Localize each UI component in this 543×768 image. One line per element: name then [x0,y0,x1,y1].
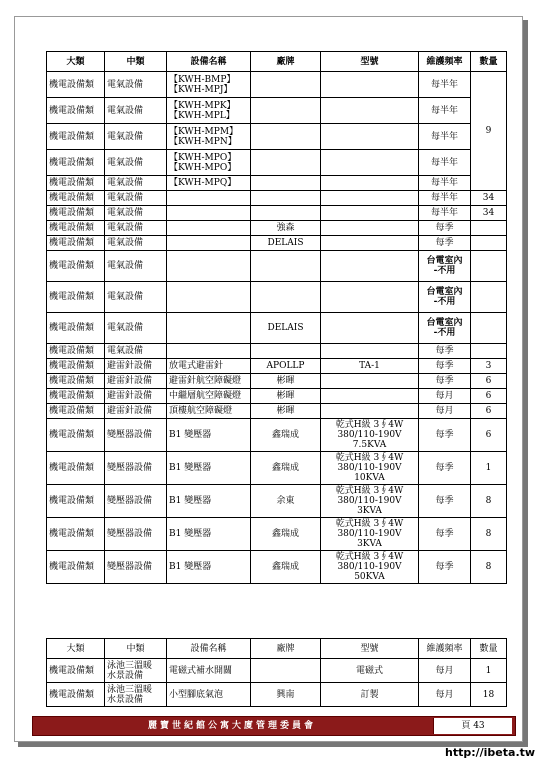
cell-subcategory: 電氣設備 [105,344,167,359]
cell-frequency: 每半年 [419,72,471,98]
cell-frequency: 每季 [419,359,471,374]
cell-model: 乾式H級 3∮4W 380/110-190V 3KVA [321,518,419,551]
header-equipment-name: 設備名稱 [167,639,251,659]
cell-category: 機電設備類 [47,251,105,282]
cell-frequency: 台電室內 -不用 [419,282,471,313]
cell-category: 機電設備類 [47,191,105,206]
cell-subcategory: 避雷針設備 [105,389,167,404]
cell-frequency: 每半年 [419,150,471,176]
cell-equipment-name: 【KWH-BMP】 【KWH-MPJ】 [167,72,251,98]
table-row [47,518,507,551]
cell-brand: 鑫瑞成 [251,518,321,551]
cell-subcategory: 電氣設備 [105,150,167,176]
cell-quantity: 34 [471,191,507,206]
cell-quantity: 1 [471,659,507,683]
cell-model: 訂製 [321,683,419,707]
cell-subcategory: 變壓器設備 [105,551,167,584]
cell-brand [251,72,321,98]
header-frequency: 維護頻率 [419,639,471,659]
cell-model [321,404,419,419]
header-subcategory: 中類 [105,639,167,659]
page-number: 頁 43 [433,718,512,734]
cell-subcategory: 電氣設備 [105,221,167,236]
table-row [47,150,507,176]
cell-model: 乾式H級 3∮4W 380/110-190V 10KVA [321,452,419,485]
cell-category: 機電設備類 [47,72,105,98]
table-row [47,419,507,452]
cell-frequency: 每季 [419,419,471,452]
cell-quantity: 6 [471,389,507,404]
cell-category: 機電設備類 [47,683,105,707]
cell-category: 機電設備類 [47,344,105,359]
cell-equipment-name: 【KWH-MPK】 【KWH-MPL】 [167,98,251,124]
cell-equipment-name: 【KWH-MPM】 【KWH-MPN】 [167,124,251,150]
cell-model [321,176,419,191]
cell-frequency: 每季 [419,551,471,584]
cell-quantity: 8 [471,551,507,584]
cell-subcategory: 避雷針設備 [105,359,167,374]
table-row [47,206,507,221]
cell-category: 機電設備類 [47,150,105,176]
cell-brand [251,206,321,221]
cell-subcategory: 電氣設備 [105,251,167,282]
cell-model: 電磁式 [321,659,419,683]
table-row [47,551,507,584]
cell-model [321,150,419,176]
cell-quantity [471,344,507,359]
cell-equipment-name: 【KWH-MPQ】 [167,176,251,191]
cell-brand [251,176,321,191]
cell-model [321,344,419,359]
cell-brand: 彬暉 [251,374,321,389]
cell-frequency: 每季 [419,374,471,389]
cell-equipment-name: 避雷針航空障礙燈 [167,374,251,389]
table-row [47,389,507,404]
cell-equipment-name: 【KWH-MPO】 【KWH-MPO】 [167,150,251,176]
cell-quantity [471,313,507,344]
table-row [47,485,507,518]
cell-subcategory: 變壓器設備 [105,485,167,518]
cell-subcategory: 泳池三溫暖 水景設備 [105,683,167,707]
cell-subcategory: 泳池三溫暖 水景設備 [105,659,167,683]
cell-subcategory: 電氣設備 [105,191,167,206]
cell-brand [251,150,321,176]
cell-frequency: 每季 [419,485,471,518]
table-row [47,251,507,282]
table-row [47,683,507,707]
header-frequency: 維護頻率 [419,52,471,72]
table-row [47,72,507,98]
cell-model: TA-1 [321,359,419,374]
cell-equipment-name [167,282,251,313]
cell-quantity: 8 [471,518,507,551]
cell-brand: DELAIS [251,313,321,344]
cell-equipment-name [167,236,251,251]
cell-subcategory: 變壓器設備 [105,452,167,485]
cell-subcategory: 電氣設備 [105,282,167,313]
cell-category: 機電設備類 [47,206,105,221]
header-category: 大類 [47,52,105,72]
header-brand: 廠牌 [251,52,321,72]
table-row [47,313,507,344]
cell-brand [251,251,321,282]
cell-quantity: 6 [471,419,507,452]
cell-equipment-name [167,221,251,236]
header-quantity: 數量 [471,639,507,659]
cell-frequency: 每月 [419,683,471,707]
cell-equipment-name: 中繼層航空障礙燈 [167,389,251,404]
equipment-table-continued [46,638,507,707]
cell-equipment-name: 放電式避雷針 [167,359,251,374]
header-equipment-name: 設備名稱 [167,52,251,72]
table-row [47,98,507,124]
cell-model [321,251,419,282]
cell-category: 機電設備類 [47,359,105,374]
cell-subcategory: 電氣設備 [105,72,167,98]
cell-frequency: 每半年 [419,124,471,150]
cell-frequency: 每季 [419,236,471,251]
cell-subcategory: 電氣設備 [105,124,167,150]
cell-quantity: 8 [471,485,507,518]
equipment-table [46,51,507,584]
cell-equipment-name: B1 變壓器 [167,419,251,452]
cell-brand: DELAIS [251,236,321,251]
cell-equipment-name [167,251,251,282]
cell-model: 乾式H級 3∮4W 380/110-190V 7.5KVA [321,419,419,452]
cell-model [321,313,419,344]
table-row [47,452,507,485]
cell-category: 機電設備類 [47,518,105,551]
table-row [47,282,507,313]
cell-category: 機電設備類 [47,374,105,389]
cell-category: 機電設備類 [47,659,105,683]
table-row [47,176,507,191]
cell-subcategory: 電氣設備 [105,236,167,251]
cell-equipment-name [167,191,251,206]
cell-brand: 彬暉 [251,389,321,404]
cell-quantity: 9 [471,72,507,191]
header-category: 大類 [47,639,105,659]
cell-brand [251,344,321,359]
header-quantity: 數量 [471,52,507,72]
cell-model [321,206,419,221]
table-row [47,124,507,150]
cell-quantity: 34 [471,206,507,221]
cell-model: 乾式H級 3∮4W 380/110-190V 50KVA [321,551,419,584]
cell-quantity: 1 [471,452,507,485]
cell-model [321,236,419,251]
cell-quantity: 3 [471,359,507,374]
table-row [47,344,507,359]
cell-subcategory: 電氣設備 [105,98,167,124]
cell-brand: 興南 [251,683,321,707]
cell-category: 機電設備類 [47,98,105,124]
table-row [47,236,507,251]
header-model: 型號 [321,639,419,659]
table-header-row [47,52,507,72]
cell-subcategory: 變壓器設備 [105,518,167,551]
cell-category: 機電設備類 [47,404,105,419]
cell-frequency: 每半年 [419,191,471,206]
footer-title: 麗寶世紀館公寓大廈管理委員會 [147,721,316,731]
cell-frequency: 每半年 [419,206,471,221]
cell-model [321,389,419,404]
cell-frequency: 每半年 [419,176,471,191]
cell-category: 機電設備類 [47,485,105,518]
cell-brand: 鑫瑞成 [251,551,321,584]
cell-frequency: 每月 [419,659,471,683]
cell-frequency: 台電室內 -不用 [419,251,471,282]
cell-model: 乾式H級 3∮4W 380/110-190V 3KVA [321,485,419,518]
cell-category: 機電設備類 [47,419,105,452]
cell-frequency: 每季 [419,344,471,359]
header-brand: 廠牌 [251,639,321,659]
watermark: http://ibeta.tw [445,746,536,759]
cell-frequency: 每月 [419,404,471,419]
cell-category: 機電設備類 [47,452,105,485]
cell-subcategory: 電氣設備 [105,206,167,221]
table-row [47,404,507,419]
header-subcategory: 中類 [105,52,167,72]
cell-model [321,191,419,206]
cell-model [321,374,419,389]
cell-equipment-name: B1 變壓器 [167,551,251,584]
cell-subcategory: 電氣設備 [105,176,167,191]
cell-model [321,98,419,124]
cell-frequency: 每季 [419,452,471,485]
cell-model [321,72,419,98]
cell-equipment-name [167,313,251,344]
cell-brand: 鑫瑞成 [251,419,321,452]
cell-category: 機電設備類 [47,124,105,150]
cell-brand: 彬暉 [251,404,321,419]
table-row [47,659,507,683]
cell-quantity [471,282,507,313]
cell-category: 機電設備類 [47,389,105,404]
cell-equipment-name: B1 變壓器 [167,518,251,551]
cell-quantity [471,236,507,251]
table-row [47,374,507,389]
cell-quantity: 6 [471,374,507,389]
cell-brand [251,124,321,150]
cell-brand: 鑫瑞成 [251,452,321,485]
cell-model [321,282,419,313]
cell-brand [251,659,321,683]
cell-equipment-name [167,206,251,221]
cell-category: 機電設備類 [47,221,105,236]
cell-quantity: 6 [471,404,507,419]
cell-subcategory: 避雷針設備 [105,404,167,419]
cell-frequency: 每半年 [419,98,471,124]
cell-subcategory: 變壓器設備 [105,419,167,452]
table-row [47,221,507,236]
cell-brand: 余東 [251,485,321,518]
cell-equipment-name: B1 變壓器 [167,452,251,485]
cell-brand [251,191,321,206]
cell-model [321,221,419,236]
cell-equipment-name [167,344,251,359]
cell-equipment-name: 頂樓航空障礙燈 [167,404,251,419]
cell-quantity [471,251,507,282]
table-header-row [47,639,507,659]
table-row [47,191,507,206]
table-row [47,359,507,374]
cell-category: 機電設備類 [47,313,105,344]
cell-model [321,124,419,150]
cell-category: 機電設備類 [47,551,105,584]
cell-brand [251,282,321,313]
cell-category: 機電設備類 [47,282,105,313]
cell-equipment-name: 小型腳底氣泡 [167,683,251,707]
cell-frequency: 每季 [419,518,471,551]
cell-quantity [471,221,507,236]
cell-brand [251,98,321,124]
cell-subcategory: 避雷針設備 [105,374,167,389]
cell-brand: 強森 [251,221,321,236]
cell-brand: APOLLP [251,359,321,374]
footer-bar [32,716,516,736]
cell-equipment-name: B1 變壓器 [167,485,251,518]
cell-subcategory: 電氣設備 [105,313,167,344]
cell-quantity: 18 [471,683,507,707]
cell-frequency: 台電室內 -不用 [419,313,471,344]
header-model: 型號 [321,52,419,72]
cell-category: 機電設備類 [47,176,105,191]
cell-frequency: 每季 [419,221,471,236]
cell-equipment-name: 電磁式補水開關 [167,659,251,683]
cell-frequency: 每月 [419,389,471,404]
cell-category: 機電設備類 [47,236,105,251]
